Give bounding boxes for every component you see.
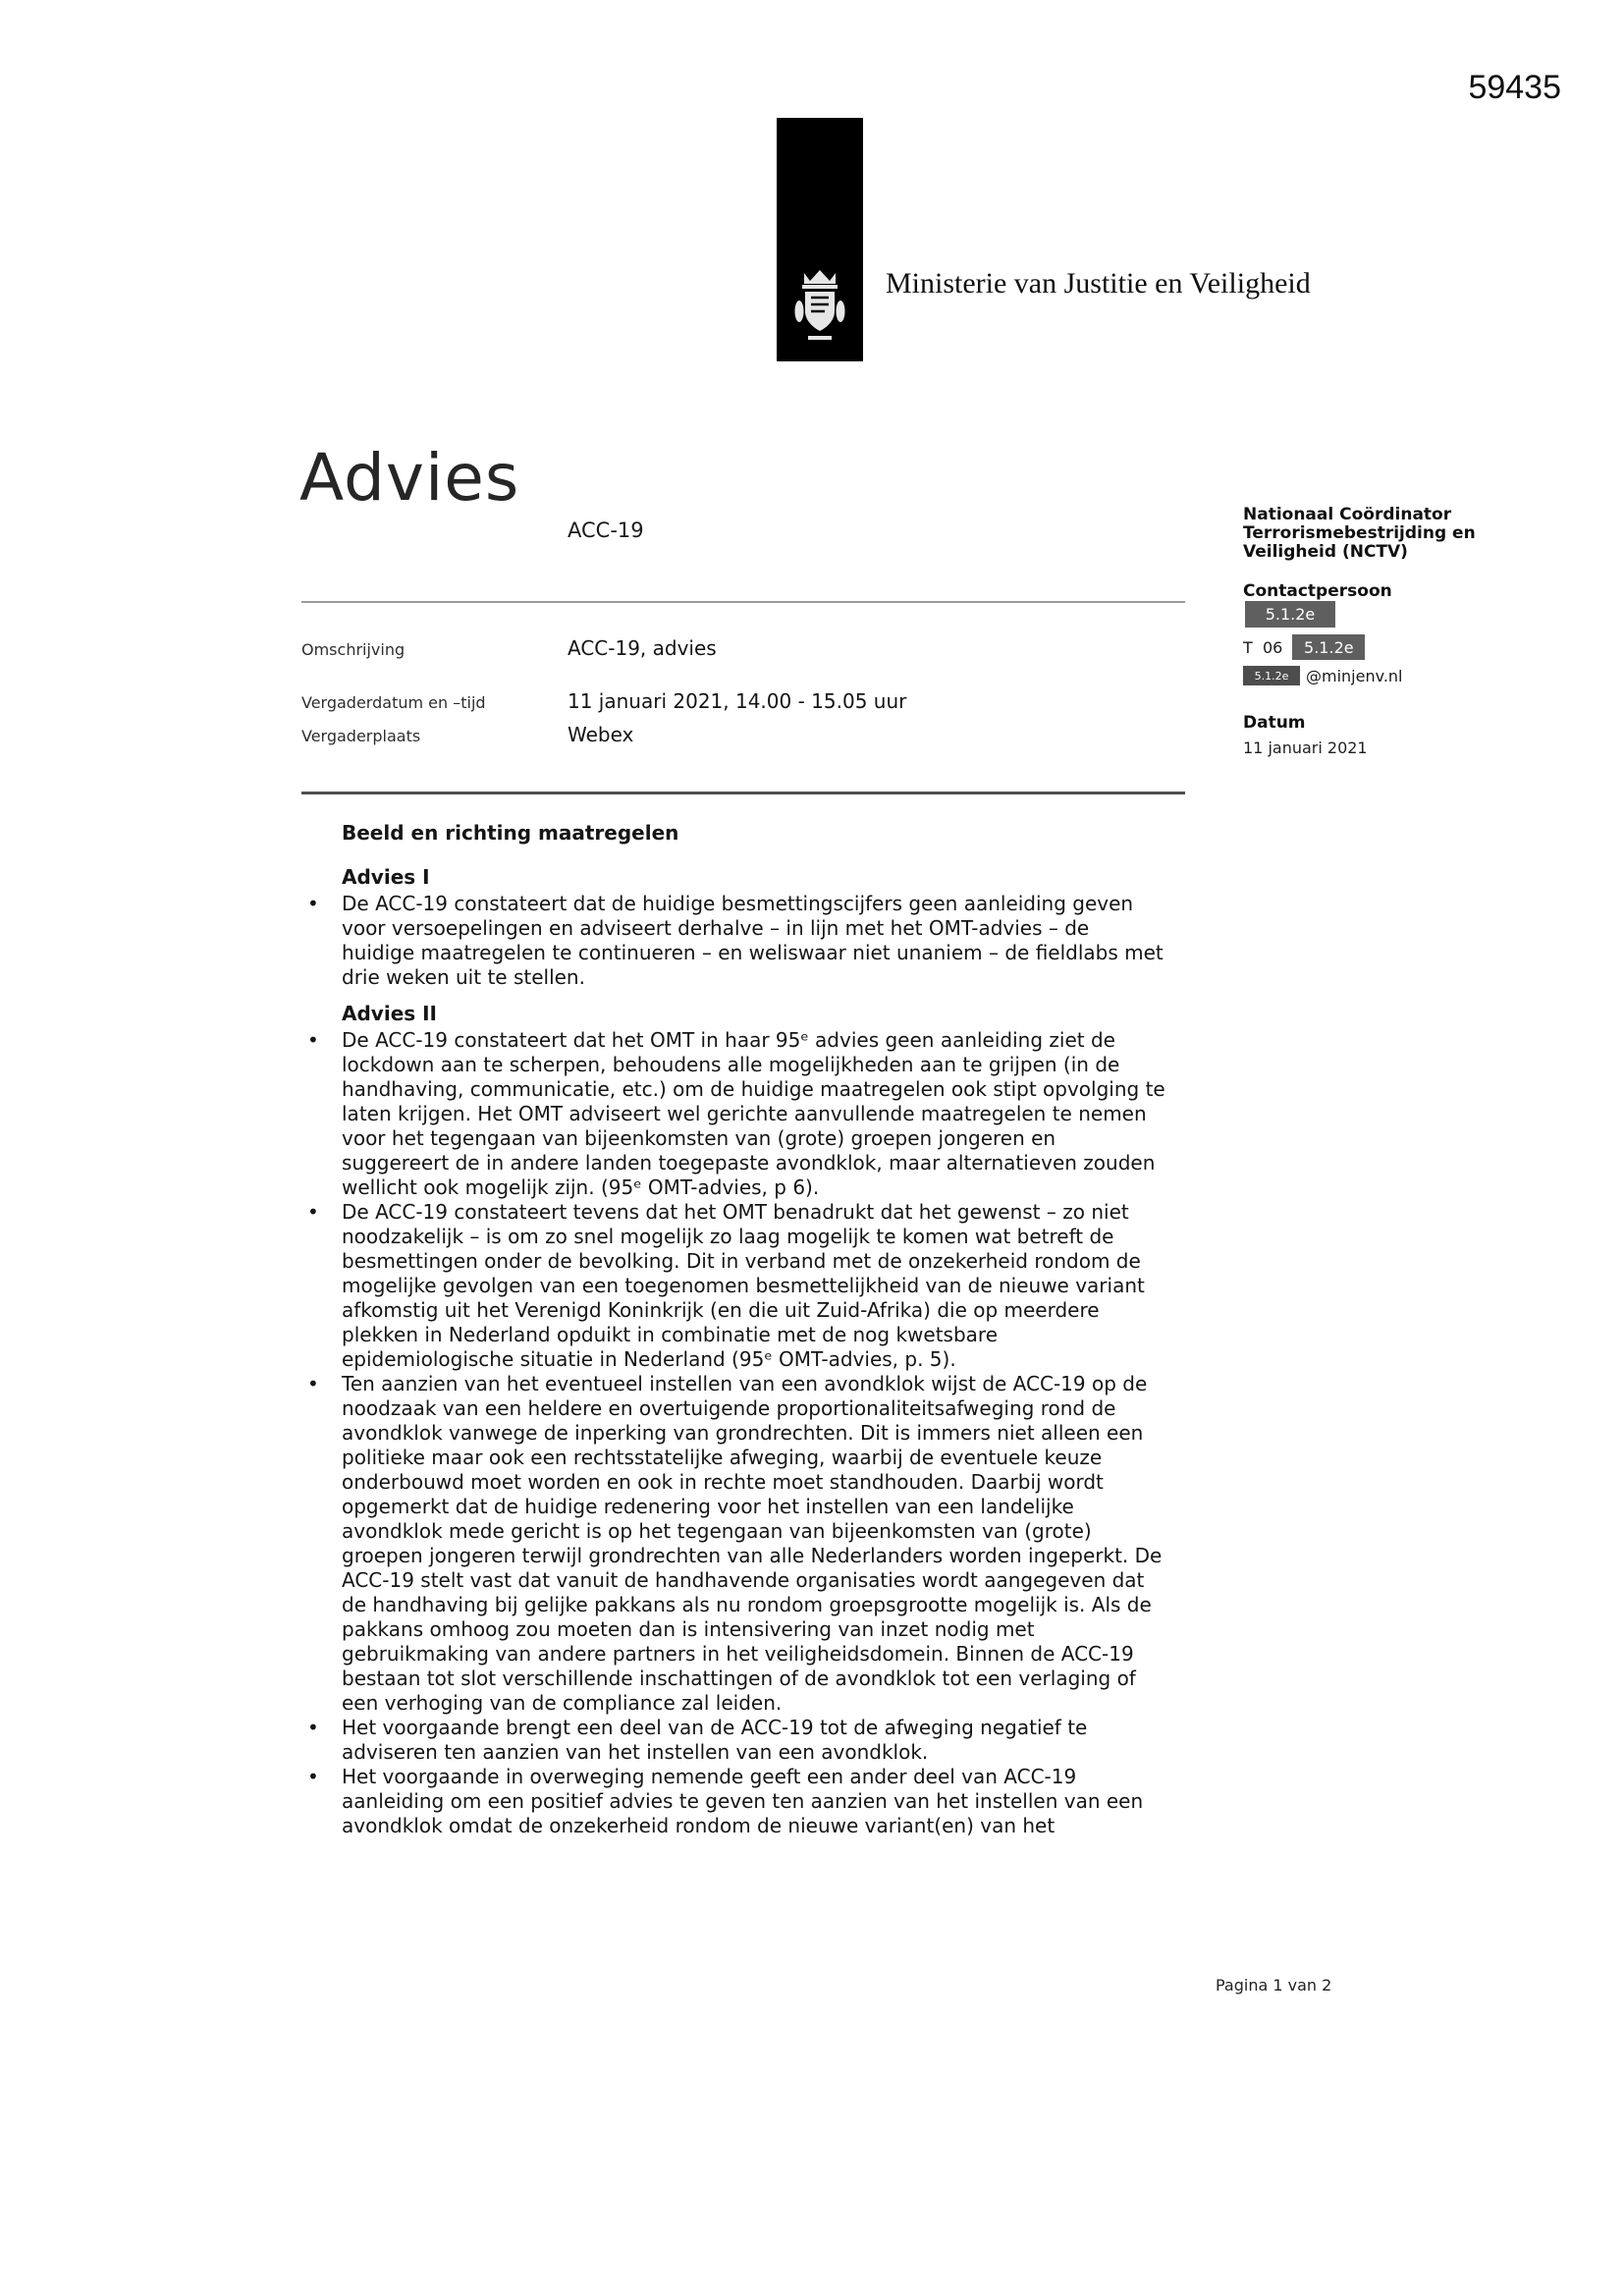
organisation-line: Nationaal Coördinator	[1243, 505, 1452, 524]
email-suffix: @minjenv.nl	[1306, 666, 1403, 685]
bullet-item: • De ACC-19 constateert tevens dat het OMT benadrukt dat het gewenst – zo niet noodzakelijk – is om zo snel mogelijk zo laag mogelijk te komen wat betreft de besmettingen onder de bevolking. Dit in verband met de onzekerheid rondom de mogelijke gevolgen van een toegenomen besmettelijkheid van de nieuwe variant afkomstig uit het Verenigd Koninkrijk (en die uit Zuid-Afrika) die op meerdere plekken in Nederland opduikt in combinatie met de nog kwetsbare epidemiologische situatie in Nederland (95ᵉ OMT-advies, p. 5).	[301, 1200, 1165, 1372]
metadata-label: Vergaderdatum en –tijd	[301, 693, 486, 712]
bullet-item: • De ACC-19 constateert dat de huidige besmettingscijfers geen aanleiding geven voor versoepelingen en adviseert derhalve – in lijn met het OMT-advies – de huidige maatregelen te continueren – en weliswaar niet unaniem – de fieldlabs met drie weken uit te stellen.	[301, 892, 1165, 990]
phone-line	[1243, 634, 1365, 660]
page-number: Pagina 1 van 2	[1216, 1976, 1332, 1995]
bullet-item: • Het voorgaande in overweging nemende geeft een ander deel van ACC-19 aanleiding om een positief advies te geven ten aanzien van het instellen van een avondklok omdat de onzekerheid rondom de nieuwe variant(en) van het	[301, 1765, 1165, 1838]
divider-bottom	[301, 792, 1185, 794]
bullet-item: • De ACC-19 constateert dat het OMT in haar 95ᵉ advies geen aanleiding ziet de lockdown aan te scherpen, behoudens alle mogelijkheden aan te grijpen (in de handhaving, communicatie, etc.) om de huidige maatregelen ook stipt opvolging te laten krijgen. Het OMT adviseert wel gerichte aanvullende maatregelen te nemen voor het tegengaan van bijeenkomsten van (grote) groepen jongeren en suggereert de in andere landen toegepaste avondklok, maar alternatieven zouden wellicht ook mogelijk zijn. (95ᵉ OMT-advies, p 6).	[301, 1028, 1165, 1200]
bullet-list	[301, 1028, 1165, 1838]
bullet-list	[301, 892, 1165, 990]
document-subtitle: ACC-19	[568, 519, 644, 542]
section-title: Advies II	[342, 1002, 438, 1025]
organisation-name	[1243, 506, 1489, 562]
phone-prefix: T 06	[1243, 637, 1283, 657]
document-number-stamp: 59435	[1468, 69, 1561, 106]
redaction-box: 5.1.2e	[1245, 601, 1335, 628]
advies-section-1	[301, 865, 1165, 990]
contact-person-label: Contactpersoon	[1243, 581, 1392, 601]
date-label: Datum	[1243, 713, 1306, 733]
section-title: Advies I	[342, 865, 430, 889]
organisation-line: Terrorismebestrijding en	[1243, 523, 1476, 543]
document-body	[301, 821, 1165, 1838]
rijksoverheid-logo	[777, 118, 863, 361]
metadata-label: Vergaderplaats	[301, 727, 421, 745]
redaction-box: 5.1.2e	[1243, 666, 1300, 685]
metadata-value: ACC-19, advies	[568, 636, 717, 660]
date-value: 11 januari 2021	[1243, 738, 1368, 757]
metadata-label: Omschrijving	[301, 640, 406, 659]
metadata-row	[301, 636, 717, 660]
divider-top	[301, 601, 1185, 603]
redaction-box: 5.1.2e	[1292, 634, 1365, 660]
bullet-item: • Het voorgaande brengt een deel van de ACC-19 tot de afweging negatief te adviseren ten aanzien van het instellen van een avondklok.	[301, 1716, 1165, 1765]
email-line	[1243, 666, 1403, 685]
advies-section-2	[301, 1002, 1165, 1838]
body-heading: Beeld en richting maatregelen	[342, 821, 679, 845]
organisation-line: Veiligheid (NCTV)	[1243, 542, 1408, 562]
metadata-row	[301, 723, 633, 746]
metadata-row	[301, 689, 906, 713]
page-title: Advies	[299, 440, 520, 516]
coat-of-arms-icon	[792, 267, 847, 344]
ministry-name: Ministerie van Justitie en Veiligheid	[886, 267, 1311, 300]
bullet-item: • Ten aanzien van het eventueel instellen van een avondklok wijst de ACC-19 op de noodzaak van een heldere en overtuigende proportionaliteitsafweging rond de avondklok vanwege de inperking van grondrechten. Dit is immers niet alleen een politieke maar ook een rechtsstatelijke afweging, waarbij de eventuele keuze onderbouwd moet worden en ook in rechte moet standhouden. Daarbij wordt opgemerkt dat de huidige redenering voor het instellen van een landelijke avondklok mede gericht is op het tegengaan van bijeenkomsten van (grote) groepen jongeren terwijl grondrechten van alle Nederlanders worden ingeperkt. De ACC-19 stelt vast dat vanuit de handhavende organisaties wordt aangegeven dat de handhaving bij gelijke pakkans als nu rondom groepsgrootte mogelijk is. Als de pakkans omhoog zou moeten dan is intensivering van inzet nodig met gebruikmaking van andere partners in het veiligheidsdomein. Binnen de ACC-19 bestaan tot slot verschillende inschattingen of de avondklok tot een verlaging of een verhoging van de compliance zal leiden.	[301, 1372, 1165, 1716]
metadata-value: Webex	[568, 723, 634, 746]
metadata-value: 11 januari 2021, 14.00 - 15.05 uur	[568, 689, 907, 713]
